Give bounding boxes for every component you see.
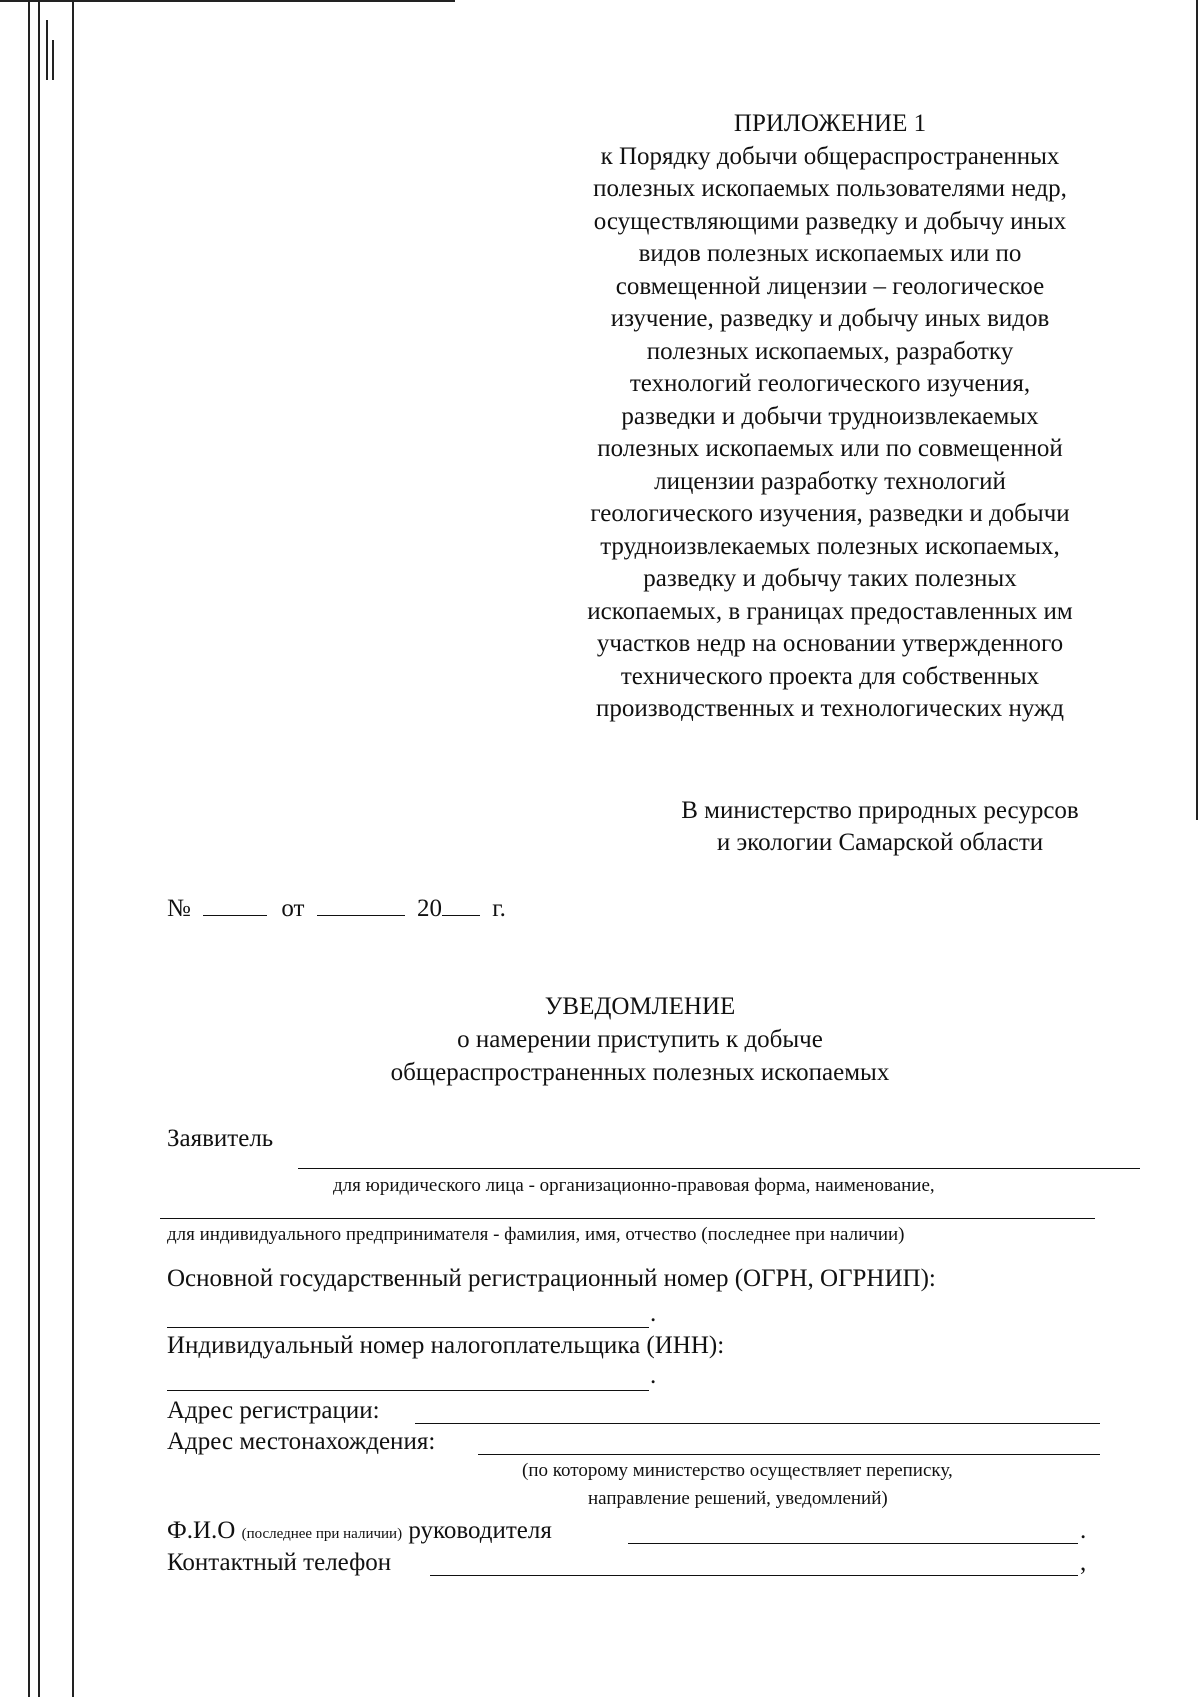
number-label: № bbox=[167, 895, 191, 922]
appendix-line: технического проекта для собственных bbox=[620, 662, 1040, 690]
notice-title: УВЕДОМЛЕНИЕ bbox=[544, 993, 736, 1020]
year-suffix: г. bbox=[492, 895, 506, 922]
location-address-field[interactable] bbox=[478, 1454, 1100, 1455]
inn-end: . bbox=[650, 1362, 657, 1389]
appendix-line: участков недр на основании утвержденного bbox=[596, 630, 1064, 657]
notice-heading bbox=[300, 990, 980, 1089]
inn-label: Индивидуальный номер налогоплательщика (ИНН): bbox=[167, 1332, 725, 1359]
appendix-line: трудноизвлекаемых полезных ископаемых, bbox=[600, 532, 1060, 560]
recipient-line: В министерство природных ресурсов bbox=[681, 797, 1079, 824]
location-hint-line: (по которому министерство осуществляет переписку, bbox=[522, 1460, 953, 1481]
appendix-title: ПРИЛОЖЕНИЕ 1 bbox=[733, 110, 927, 137]
appendix-line: технологий геологического изучения, bbox=[629, 370, 1031, 397]
appendix-line: полезных ископаемых, разработку bbox=[646, 337, 1014, 365]
ogrn-end: . bbox=[650, 1300, 657, 1327]
ogrn-field[interactable] bbox=[167, 1327, 649, 1328]
scan-edge-line bbox=[72, 0, 74, 1697]
scan-edge-line bbox=[28, 0, 30, 1697]
head-name-prefix: Ф.И.О bbox=[167, 1517, 236, 1544]
applicant-label: Заявитель bbox=[167, 1125, 274, 1152]
appendix-line: видов полезных ископаемых или по bbox=[638, 240, 1022, 267]
inn-field[interactable] bbox=[167, 1390, 649, 1391]
appendix-line: совмещенной лицензии – геологическое bbox=[615, 272, 1045, 300]
appendix-line: изучение, разведку и добычу иных видов bbox=[610, 305, 1050, 332]
from-label: от bbox=[281, 895, 305, 922]
head-name-suffix: руководителя bbox=[408, 1517, 552, 1544]
head-name-end: . bbox=[1080, 1517, 1087, 1544]
phone-label: Контактный телефон bbox=[167, 1549, 392, 1576]
scan-edge-line bbox=[46, 20, 48, 80]
appendix-line: к Порядку добычи общераспространенных bbox=[600, 142, 1060, 170]
appendix-line: ископаемых, в границах предоставленных им bbox=[587, 597, 1073, 625]
appendix-line: осуществляющими разведку и добычу иных bbox=[593, 207, 1067, 235]
scan-edge-line bbox=[1196, 0, 1198, 820]
phone-end: , bbox=[1080, 1549, 1087, 1576]
appendix-line: лицензии разработку технологий bbox=[654, 467, 1006, 495]
scan-edge-line bbox=[52, 40, 54, 80]
head-name-field[interactable] bbox=[628, 1543, 1078, 1544]
individual-hint: для индивидуального предпринимателя - фамилия, имя, отчество (последнее при наличии) bbox=[167, 1224, 905, 1245]
location-address-label: Адрес местонахождения: bbox=[167, 1428, 436, 1455]
appendix-line: производственных и технологических нужд bbox=[595, 695, 1065, 722]
number-date-row bbox=[167, 895, 506, 923]
location-hint-line: направление решений, уведомлений) bbox=[588, 1488, 888, 1509]
appendix-line: разведки и добычи трудноизвлекаемых bbox=[621, 402, 1039, 430]
appendix-line: полезных ископаемых или по совмещенной bbox=[597, 435, 1063, 462]
recipient-block bbox=[640, 795, 1120, 859]
year-field[interactable] bbox=[442, 895, 480, 916]
scan-top-line bbox=[0, 0, 455, 2]
registration-address-label: Адрес регистрации: bbox=[167, 1397, 380, 1424]
appendix-line: геологического изучения, разведки и добычи bbox=[590, 500, 1070, 527]
head-name-row bbox=[167, 1517, 552, 1545]
number-field[interactable] bbox=[203, 895, 267, 916]
appendix-line: полезных ископаемых пользователями недр, bbox=[593, 175, 1067, 202]
notice-subtitle-line: общераспространенных полезных ископаемых bbox=[390, 1059, 890, 1086]
registration-address-field[interactable] bbox=[415, 1423, 1100, 1424]
notice-subtitle-line: о намерении приступить к добыче bbox=[457, 1026, 823, 1053]
applicant-line[interactable] bbox=[298, 1168, 1140, 1169]
head-name-note: (последнее при наличии) bbox=[241, 1526, 403, 1542]
applicant-line-2[interactable] bbox=[160, 1218, 1095, 1219]
appendix-header bbox=[540, 108, 1120, 726]
date-field[interactable] bbox=[317, 895, 405, 916]
phone-field[interactable] bbox=[430, 1575, 1078, 1576]
recipient-line: и экологии Самарской области bbox=[716, 829, 1044, 856]
appendix-line: разведку и добычу таких полезных bbox=[643, 565, 1017, 592]
legal-entity-hint: для юридического лица - организационно-правовая форма, наименование, bbox=[333, 1175, 935, 1196]
scan-edge-line bbox=[38, 0, 40, 1697]
ogrn-label: Основной государственный регистрационный номер (ОГРН, ОГРНИП): bbox=[167, 1265, 936, 1292]
year-prefix: 20 bbox=[416, 895, 442, 922]
